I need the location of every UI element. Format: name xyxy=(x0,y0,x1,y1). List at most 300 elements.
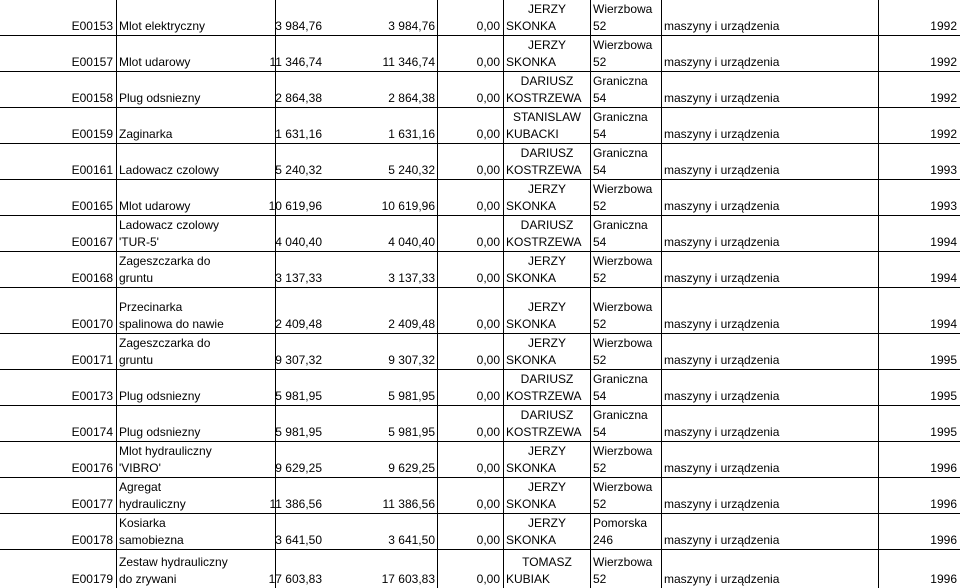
depreciation-cell xyxy=(437,180,503,215)
location-number: 52 xyxy=(593,55,607,69)
year-cell xyxy=(878,108,960,143)
person-first-name: STANISLAW xyxy=(512,110,581,124)
person-cell xyxy=(503,370,590,405)
year-cell xyxy=(878,406,960,441)
table-row xyxy=(0,288,960,334)
net-value: 10 619,96 xyxy=(381,199,435,213)
name-cell xyxy=(116,144,275,179)
location-street: Wierzbowa xyxy=(593,300,653,314)
depreciation-cell xyxy=(437,406,503,441)
location-street: Graniczna xyxy=(593,408,648,422)
remaining-value: 0,00 xyxy=(476,533,500,547)
year-cell xyxy=(878,180,960,215)
category-cell xyxy=(661,252,878,287)
code-cell xyxy=(0,36,116,71)
year: 1996 xyxy=(930,572,957,586)
net-value: 3 984,76 xyxy=(388,19,435,33)
remaining-value: 0,00 xyxy=(476,353,500,367)
asset-name-line1: Mlot hydrauliczny xyxy=(119,444,212,458)
asset-name-line1: Kosiarka xyxy=(119,516,166,530)
person-last-name: SKONKA xyxy=(506,353,557,367)
value-cell xyxy=(275,108,437,143)
person-first-name: DARIUSZ xyxy=(520,146,574,160)
name-cell xyxy=(116,0,275,35)
name-cell xyxy=(116,288,275,333)
person-first-name: JERZY xyxy=(527,254,566,268)
category: maszyny i urządzenia xyxy=(664,497,780,511)
location-street: Graniczna xyxy=(593,146,648,160)
remaining-value: 0,00 xyxy=(476,317,500,331)
person-last-name: SKONKA xyxy=(506,55,557,69)
person-last-name: SKONKA xyxy=(506,271,557,285)
asset-name-line2: hydrauliczny xyxy=(119,497,186,511)
gross-value: 10 619,96 xyxy=(268,199,322,213)
gross-value: 11 386,56 xyxy=(269,497,322,511)
location-street: Wierzbowa xyxy=(593,38,653,52)
person-cell xyxy=(503,180,590,215)
location-street: Graniczna xyxy=(593,372,648,386)
asset-code: E00170 xyxy=(71,317,113,331)
name-cell xyxy=(116,216,275,251)
code-cell xyxy=(0,334,116,369)
value-cell xyxy=(269,36,437,71)
person-first-name: TOMASZ xyxy=(522,555,572,569)
person-first-name: JERZY xyxy=(527,38,566,52)
location-cell xyxy=(590,0,661,35)
remaining-value: 0,00 xyxy=(476,55,500,69)
location-number: 54 xyxy=(593,235,607,249)
net-value: 5 981,95 xyxy=(388,389,435,403)
gross-value: 3 137,33 xyxy=(275,271,322,285)
year: 1994 xyxy=(930,317,957,331)
location-cell xyxy=(590,216,661,251)
asset-code: E00158 xyxy=(71,91,113,105)
category: maszyny i urządzenia xyxy=(664,91,780,105)
year: 1994 xyxy=(930,235,957,249)
category-cell xyxy=(661,216,878,251)
year-cell xyxy=(878,216,960,251)
category: maszyny i urządzenia xyxy=(664,389,780,403)
value-cell xyxy=(275,370,437,405)
category-cell xyxy=(661,334,878,369)
value-cell xyxy=(268,550,437,588)
location-street: Wierzbowa xyxy=(593,336,653,350)
year-cell xyxy=(878,514,960,549)
asset-code: E00171 xyxy=(71,353,113,367)
net-value: 4 040,40 xyxy=(388,235,435,249)
asset-name-line2: 'VIBRO' xyxy=(119,461,161,475)
value-cell xyxy=(275,216,437,251)
year-cell xyxy=(878,550,960,588)
year: 1992 xyxy=(930,19,957,33)
year: 1992 xyxy=(930,127,957,141)
depreciation-cell xyxy=(437,288,503,333)
person-cell xyxy=(503,0,590,35)
location-cell xyxy=(590,550,661,588)
name-cell xyxy=(116,334,275,369)
person-last-name: SKONKA xyxy=(506,199,557,213)
gross-value: 5 981,95 xyxy=(275,425,322,439)
category-cell xyxy=(661,180,878,215)
location-cell xyxy=(590,288,661,333)
asset-code: E00178 xyxy=(71,533,113,547)
asset-name: Ladowacz czolowy xyxy=(119,163,220,177)
year-cell xyxy=(878,72,960,107)
depreciation-cell xyxy=(437,370,503,405)
person-cell xyxy=(503,442,590,477)
asset-name-line2: gruntu xyxy=(119,271,154,285)
asset-name: Plug odsniezny xyxy=(119,389,201,403)
category-cell xyxy=(661,288,878,333)
year-cell xyxy=(878,144,960,179)
asset-name: Plug odsniezny xyxy=(119,425,201,439)
person-first-name: JERZY xyxy=(527,336,566,350)
table-row xyxy=(0,72,960,108)
name-cell xyxy=(116,550,275,588)
year: 1996 xyxy=(930,497,957,511)
location-cell xyxy=(590,514,661,549)
location-number: 54 xyxy=(593,389,607,403)
location-street: Wierzbowa xyxy=(593,2,653,16)
category-cell xyxy=(661,514,878,549)
gross-value: 2 409,48 xyxy=(275,317,322,331)
year: 1993 xyxy=(930,199,957,213)
year: 1995 xyxy=(930,353,957,367)
location-cell xyxy=(590,252,661,287)
person-first-name: JERZY xyxy=(527,182,566,196)
depreciation-cell xyxy=(437,478,503,513)
person-last-name: KOSTRZEWA xyxy=(506,163,582,177)
person-last-name: KUBACKI xyxy=(506,127,559,141)
name-cell xyxy=(116,180,275,215)
asset-code: E00168 xyxy=(71,271,113,285)
year-cell xyxy=(878,252,960,287)
location-number: 54 xyxy=(593,163,607,177)
value-cell xyxy=(275,334,437,369)
remaining-value: 0,00 xyxy=(476,572,500,586)
person-cell xyxy=(503,108,590,143)
category: maszyny i urządzenia xyxy=(664,199,780,213)
location-number: 246 xyxy=(593,533,614,547)
name-cell xyxy=(116,514,275,549)
depreciation-cell xyxy=(437,36,503,71)
category: maszyny i urządzenia xyxy=(664,572,780,586)
person-last-name: SKONKA xyxy=(506,497,557,511)
net-value: 2 864,38 xyxy=(388,91,435,105)
code-cell xyxy=(0,406,116,441)
location-number: 54 xyxy=(593,425,607,439)
location-cell xyxy=(590,478,661,513)
name-cell xyxy=(116,478,275,513)
category-cell xyxy=(661,478,878,513)
person-first-name: DARIUSZ xyxy=(520,74,574,88)
asset-code: E00177 xyxy=(71,497,113,511)
remaining-value: 0,00 xyxy=(476,19,500,33)
table-row xyxy=(0,334,960,370)
year-cell xyxy=(878,288,960,333)
net-value: 5 240,32 xyxy=(388,163,435,177)
net-value: 11 386,56 xyxy=(382,497,435,511)
asset-name-line1: Ladowacz czolowy xyxy=(119,218,220,232)
person-last-name: KOSTRZEWA xyxy=(506,389,582,403)
location-street: Graniczna xyxy=(593,74,648,88)
value-cell xyxy=(275,252,437,287)
gross-value: 4 040,40 xyxy=(275,235,322,249)
remaining-value: 0,00 xyxy=(476,497,500,511)
name-cell xyxy=(116,108,275,143)
year: 1992 xyxy=(930,91,957,105)
asset-name-line2: do zrywani xyxy=(119,572,177,586)
location-number: 52 xyxy=(593,317,607,331)
location-cell xyxy=(590,36,661,71)
asset-name: Plug odsniezny xyxy=(119,91,201,105)
location-street: Wierzbowa xyxy=(593,182,653,196)
category-cell xyxy=(661,550,878,588)
category-cell xyxy=(661,442,878,477)
remaining-value: 0,00 xyxy=(476,127,500,141)
net-value: 1 631,16 xyxy=(388,127,435,141)
net-value: 3 137,33 xyxy=(388,271,435,285)
category-cell xyxy=(661,72,878,107)
value-cell xyxy=(268,180,437,215)
location-cell xyxy=(590,442,661,477)
year: 1993 xyxy=(930,163,957,177)
location-cell xyxy=(590,334,661,369)
location-number: 54 xyxy=(593,127,607,141)
asset-name-line1: Agregat xyxy=(119,480,162,494)
name-cell xyxy=(116,406,275,441)
asset-code: E00167 xyxy=(71,235,113,249)
location-street: Wierzbowa xyxy=(593,555,653,569)
person-cell xyxy=(503,252,590,287)
table-row xyxy=(0,216,960,252)
person-cell xyxy=(503,288,590,333)
gross-value: 3 641,50 xyxy=(275,533,322,547)
category-cell xyxy=(661,370,878,405)
asset-code: E00176 xyxy=(71,461,113,475)
asset-name: Mlot udarowy xyxy=(119,199,191,213)
category: maszyny i urządzenia xyxy=(664,235,780,249)
location-number: 52 xyxy=(593,271,607,285)
remaining-value: 0,00 xyxy=(476,199,500,213)
location-street: Wierzbowa xyxy=(593,480,653,494)
table-row xyxy=(0,478,960,514)
person-last-name: KUBIAK xyxy=(506,572,551,586)
person-cell xyxy=(503,406,590,441)
person-cell xyxy=(503,144,590,179)
net-value: 9 307,32 xyxy=(388,353,435,367)
remaining-value: 0,00 xyxy=(476,389,500,403)
asset-code: E00173 xyxy=(71,389,113,403)
asset-name-line1: Zageszczarka do xyxy=(119,254,211,268)
person-cell xyxy=(503,36,590,71)
value-cell xyxy=(269,478,437,513)
remaining-value: 0,00 xyxy=(476,461,500,475)
location-number: 52 xyxy=(593,572,607,586)
location-street: Pomorska xyxy=(593,516,648,530)
year: 1994 xyxy=(930,271,957,285)
code-cell xyxy=(0,514,116,549)
gross-value: 1 631,16 xyxy=(275,127,322,141)
net-value: 5 981,95 xyxy=(388,425,435,439)
person-cell xyxy=(503,334,590,369)
person-cell xyxy=(503,216,590,251)
remaining-value: 0,00 xyxy=(476,235,500,249)
gross-value: 2 864,38 xyxy=(275,91,322,105)
depreciation-cell xyxy=(437,252,503,287)
asset-name-line2: 'TUR-5' xyxy=(119,235,159,249)
category-cell xyxy=(661,36,878,71)
asset-code: E00153 xyxy=(71,19,113,33)
category: maszyny i urządzenia xyxy=(664,425,780,439)
code-cell xyxy=(0,442,116,477)
location-number: 52 xyxy=(593,461,607,475)
location-street: Graniczna xyxy=(593,218,648,232)
remaining-value: 0,00 xyxy=(476,91,500,105)
category-cell xyxy=(661,144,878,179)
category: maszyny i urządzenia xyxy=(664,271,780,285)
code-cell xyxy=(0,216,116,251)
asset-name: Zaginarka xyxy=(119,127,173,141)
person-first-name: JERZY xyxy=(527,2,566,16)
value-cell xyxy=(275,442,437,477)
year-cell xyxy=(878,334,960,369)
table-row xyxy=(0,550,960,588)
depreciation-cell xyxy=(437,514,503,549)
name-cell xyxy=(116,370,275,405)
location-street: Wierzbowa xyxy=(593,254,653,268)
category: maszyny i urządzenia xyxy=(664,163,780,177)
value-cell xyxy=(275,514,437,549)
code-cell xyxy=(0,72,116,107)
location-number: 52 xyxy=(593,199,607,213)
depreciation-cell xyxy=(437,442,503,477)
depreciation-cell xyxy=(437,550,503,588)
person-first-name: DARIUSZ xyxy=(520,408,574,422)
person-last-name: KOSTRZEWA xyxy=(506,91,582,105)
table-row xyxy=(0,0,960,36)
location-cell xyxy=(590,406,661,441)
year: 1992 xyxy=(930,55,957,69)
remaining-value: 0,00 xyxy=(476,163,500,177)
asset-name-line2: samobiezna xyxy=(119,533,184,547)
asset-name-line2: gruntu xyxy=(119,353,154,367)
location-street: Graniczna xyxy=(593,110,648,124)
year: 1996 xyxy=(930,461,957,475)
person-last-name: SKONKA xyxy=(506,317,557,331)
table-row xyxy=(0,442,960,478)
asset-code: E00165 xyxy=(71,199,113,213)
year-cell xyxy=(878,370,960,405)
category: maszyny i urządzenia xyxy=(664,55,780,69)
person-cell xyxy=(503,72,590,107)
remaining-value: 0,00 xyxy=(476,425,500,439)
name-cell xyxy=(116,36,275,71)
location-cell xyxy=(590,72,661,107)
location-number: 52 xyxy=(593,353,607,367)
net-value: 2 409,48 xyxy=(388,317,435,331)
asset-code: E00179 xyxy=(71,572,113,586)
table-row xyxy=(0,252,960,288)
person-last-name: SKONKA xyxy=(506,533,557,547)
person-first-name: JERZY xyxy=(527,480,566,494)
year-cell xyxy=(878,36,960,71)
category-cell xyxy=(661,108,878,143)
depreciation-cell xyxy=(437,72,503,107)
location-cell xyxy=(590,108,661,143)
table-row xyxy=(0,180,960,216)
location-number: 52 xyxy=(593,19,607,33)
person-first-name: JERZY xyxy=(527,516,566,530)
person-last-name: SKONKA xyxy=(506,461,557,475)
location-number: 54 xyxy=(593,91,607,105)
asset-name: Mlot elektryczny xyxy=(119,19,206,33)
code-cell xyxy=(0,180,116,215)
person-first-name: DARIUSZ xyxy=(520,218,574,232)
location-number: 52 xyxy=(593,497,607,511)
asset-name: Mlot udarowy xyxy=(119,55,191,69)
net-value: 11 346,74 xyxy=(382,55,435,69)
location-cell xyxy=(590,370,661,405)
year-cell xyxy=(878,0,960,35)
name-cell xyxy=(116,72,275,107)
value-cell xyxy=(275,288,437,333)
asset-code: E00161 xyxy=(71,163,113,177)
code-cell xyxy=(0,370,116,405)
value-cell xyxy=(275,72,437,107)
code-cell xyxy=(0,108,116,143)
year: 1995 xyxy=(930,389,957,403)
category: maszyny i urządzenia xyxy=(664,533,780,547)
asset-name-line1: Zestaw hydrauliczny xyxy=(119,555,228,569)
location-cell xyxy=(590,180,661,215)
table-row xyxy=(0,36,960,72)
person-last-name: KOSTRZEWA xyxy=(506,425,582,439)
table-row xyxy=(0,370,960,406)
gross-value: 3 984,76 xyxy=(275,19,322,33)
asset-code: E00159 xyxy=(71,127,113,141)
code-cell xyxy=(0,288,116,333)
asset-name-line2: spalinowa do nawie xyxy=(119,317,224,331)
person-last-name: KOSTRZEWA xyxy=(506,235,582,249)
category-cell xyxy=(661,406,878,441)
table-row xyxy=(0,108,960,144)
gross-value: 5 981,95 xyxy=(275,389,322,403)
location-street: Wierzbowa xyxy=(593,444,653,458)
depreciation-cell xyxy=(437,0,503,35)
category-cell xyxy=(661,0,878,35)
person-cell xyxy=(503,514,590,549)
code-cell xyxy=(0,0,116,35)
code-cell xyxy=(0,550,116,588)
name-cell xyxy=(116,252,275,287)
gross-value: 9 629,25 xyxy=(275,461,322,475)
depreciation-cell xyxy=(437,216,503,251)
asset-code: E00174 xyxy=(71,425,113,439)
value-cell xyxy=(275,0,437,35)
person-last-name: SKONKA xyxy=(506,19,557,33)
net-value: 3 641,50 xyxy=(388,533,435,547)
asset-code: E00157 xyxy=(71,55,113,69)
category: maszyny i urządzenia xyxy=(664,353,780,367)
gross-value: 17 603,83 xyxy=(268,572,322,586)
gross-value: 5 240,32 xyxy=(275,163,322,177)
net-value: 17 603,83 xyxy=(381,572,435,586)
gross-value: 9 307,32 xyxy=(275,353,322,367)
value-cell xyxy=(275,144,437,179)
person-cell xyxy=(503,478,590,513)
asset-name-line1: Przecinarka xyxy=(119,300,183,314)
